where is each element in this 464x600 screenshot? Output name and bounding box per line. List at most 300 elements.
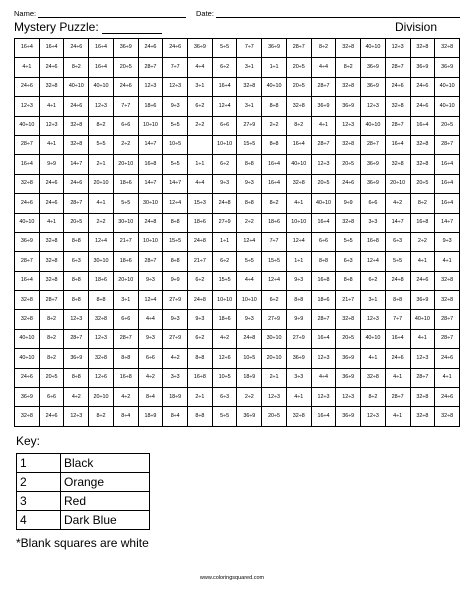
grid-cell[interactable]: 16÷4 bbox=[435, 174, 460, 193]
grid-cell[interactable]: 24÷6 bbox=[385, 77, 410, 96]
grid-cell[interactable]: 2÷2 bbox=[410, 232, 435, 251]
grid-cell[interactable]: 4÷1 bbox=[410, 252, 435, 271]
grid-cell[interactable]: 6÷3 bbox=[64, 252, 89, 271]
grid-cell[interactable]: 14÷7 bbox=[138, 174, 163, 193]
grid-cell[interactable]: 2÷2 bbox=[113, 135, 138, 154]
grid-cell[interactable]: 12÷3 bbox=[361, 310, 386, 329]
grid-cell[interactable]: 16÷4 bbox=[435, 194, 460, 213]
grid-cell[interactable] bbox=[188, 135, 213, 154]
grid-cell[interactable]: 4÷1 bbox=[39, 97, 64, 116]
grid-cell[interactable]: 6÷2 bbox=[262, 291, 287, 310]
grid-cell[interactable]: 12÷6 bbox=[212, 349, 237, 368]
grid-cell[interactable]: 32÷8 bbox=[336, 39, 361, 58]
grid-cell[interactable]: 9÷9 bbox=[163, 271, 188, 290]
grid-cell[interactable]: 6÷2 bbox=[212, 155, 237, 174]
grid-cell[interactable]: 6÷3 bbox=[385, 232, 410, 251]
grid-cell[interactable]: 32÷8 bbox=[286, 174, 311, 193]
grid-cell[interactable]: 4÷4 bbox=[138, 310, 163, 329]
grid-cell[interactable]: 16÷4 bbox=[311, 407, 336, 427]
grid-cell[interactable]: 24÷6 bbox=[39, 407, 64, 427]
grid-cell[interactable]: 36÷9 bbox=[188, 39, 213, 58]
grid-cell[interactable]: 40÷10 bbox=[15, 349, 40, 368]
grid-cell[interactable]: 5÷5 bbox=[237, 252, 262, 271]
grid-cell[interactable]: 12÷4 bbox=[286, 232, 311, 251]
grid-cell[interactable]: 9÷3 bbox=[163, 310, 188, 329]
grid-cell[interactable]: 40÷10 bbox=[435, 97, 460, 116]
grid-cell[interactable]: 20÷10 bbox=[385, 174, 410, 193]
date-line[interactable] bbox=[216, 9, 460, 18]
grid-cell[interactable]: 5÷5 bbox=[113, 194, 138, 213]
grid-cell[interactable]: 12÷3 bbox=[138, 77, 163, 96]
grid-cell[interactable]: 32÷8 bbox=[361, 368, 386, 387]
grid-cell[interactable]: 8÷8 bbox=[336, 271, 361, 290]
grid-cell[interactable]: 12÷4 bbox=[212, 97, 237, 116]
grid-cell[interactable]: 15÷5 bbox=[262, 252, 287, 271]
grid-cell[interactable]: 32÷8 bbox=[39, 271, 64, 290]
grid-cell[interactable]: 28÷7 bbox=[385, 388, 410, 407]
grid-cell[interactable]: 4÷1 bbox=[89, 194, 114, 213]
grid-cell[interactable]: 3÷1 bbox=[237, 97, 262, 116]
grid-cell[interactable]: 32÷8 bbox=[39, 77, 64, 96]
grid-cell[interactable]: 32÷8 bbox=[64, 116, 89, 135]
grid-cell[interactable]: 12÷3 bbox=[410, 349, 435, 368]
grid-cell[interactable]: 30÷10 bbox=[113, 213, 138, 232]
grid-cell[interactable]: 14÷7 bbox=[64, 155, 89, 174]
grid-cell[interactable]: 9÷3 bbox=[435, 232, 460, 251]
grid-cell[interactable]: 24÷6 bbox=[39, 58, 64, 77]
grid-cell[interactable]: 4÷4 bbox=[237, 271, 262, 290]
grid-cell[interactable]: 2÷2 bbox=[237, 213, 262, 232]
grid-cell[interactable]: 32÷8 bbox=[39, 252, 64, 271]
grid-cell[interactable]: 9÷3 bbox=[212, 174, 237, 193]
grid-cell[interactable]: 20÷5 bbox=[64, 213, 89, 232]
grid-cell[interactable]: 6÷2 bbox=[212, 252, 237, 271]
grid-cell[interactable]: 4÷1 bbox=[286, 388, 311, 407]
grid-cell[interactable]: 40÷10 bbox=[15, 116, 40, 135]
grid-cell[interactable]: 16÷8 bbox=[410, 213, 435, 232]
grid-cell[interactable]: 24÷8 bbox=[212, 194, 237, 213]
grid-cell[interactable]: 8÷2 bbox=[89, 407, 114, 427]
grid-cell[interactable]: 27÷9 bbox=[212, 213, 237, 232]
grid-cell[interactable]: 9÷3 bbox=[237, 174, 262, 193]
grid-cell[interactable]: 16÷4 bbox=[385, 135, 410, 154]
grid-cell[interactable]: 20÷5 bbox=[336, 155, 361, 174]
grid-cell[interactable]: 4÷1 bbox=[39, 135, 64, 154]
grid-cell[interactable]: 20÷5 bbox=[39, 368, 64, 387]
grid-cell[interactable]: 4÷2 bbox=[64, 388, 89, 407]
grid-cell[interactable]: 12÷3 bbox=[361, 97, 386, 116]
grid-cell[interactable]: 20÷5 bbox=[410, 174, 435, 193]
grid-cell[interactable]: 30÷10 bbox=[262, 329, 287, 348]
grid-cell[interactable]: 3÷1 bbox=[237, 58, 262, 77]
grid-cell[interactable]: 24÷8 bbox=[138, 213, 163, 232]
grid-cell[interactable]: 6÷3 bbox=[336, 252, 361, 271]
grid-cell[interactable]: 32÷8 bbox=[435, 39, 460, 58]
grid-cell[interactable]: 18÷6 bbox=[212, 310, 237, 329]
grid-cell[interactable]: 28÷7 bbox=[385, 116, 410, 135]
grid-cell[interactable]: 27÷9 bbox=[286, 329, 311, 348]
grid-cell[interactable]: 16÷4 bbox=[212, 77, 237, 96]
grid-cell[interactable]: 28÷7 bbox=[435, 310, 460, 329]
grid-cell[interactable]: 5÷5 bbox=[89, 135, 114, 154]
grid-cell[interactable]: 28÷7 bbox=[64, 194, 89, 213]
grid-cell[interactable]: 32÷8 bbox=[89, 310, 114, 329]
grid-cell[interactable]: 3÷1 bbox=[361, 291, 386, 310]
grid-cell[interactable]: 8÷2 bbox=[64, 58, 89, 77]
grid-cell[interactable]: 36÷9 bbox=[336, 349, 361, 368]
grid-cell[interactable]: 8÷8 bbox=[64, 291, 89, 310]
grid-cell[interactable]: 28÷7 bbox=[385, 58, 410, 77]
puzzle-title-blank[interactable] bbox=[102, 22, 162, 34]
grid-cell[interactable]: 3÷3 bbox=[163, 368, 188, 387]
grid-cell[interactable]: 16÷8 bbox=[361, 232, 386, 251]
grid-cell[interactable]: 16÷4 bbox=[262, 155, 287, 174]
grid-cell[interactable]: 8÷8 bbox=[311, 252, 336, 271]
grid-cell[interactable]: 4÷1 bbox=[39, 213, 64, 232]
grid-cell[interactable]: 10÷5 bbox=[237, 349, 262, 368]
grid-cell[interactable]: 40÷10 bbox=[410, 310, 435, 329]
grid-cell[interactable]: 40÷10 bbox=[311, 194, 336, 213]
grid-cell[interactable]: 36÷9 bbox=[410, 291, 435, 310]
grid-cell[interactable]: 28÷7 bbox=[435, 329, 460, 348]
grid-cell[interactable]: 8÷8 bbox=[237, 155, 262, 174]
grid-cell[interactable]: 2÷2 bbox=[237, 388, 262, 407]
grid-cell[interactable]: 7÷7 bbox=[163, 58, 188, 77]
grid-cell[interactable]: 12÷3 bbox=[262, 388, 287, 407]
grid-cell[interactable]: 36÷9 bbox=[15, 232, 40, 251]
grid-cell[interactable]: 5÷5 bbox=[336, 232, 361, 251]
grid-cell[interactable]: 16÷8 bbox=[188, 368, 213, 387]
grid-cell[interactable]: 28÷7 bbox=[311, 77, 336, 96]
grid-cell[interactable]: 32÷8 bbox=[286, 407, 311, 427]
grid-cell[interactable]: 12÷3 bbox=[311, 155, 336, 174]
grid-cell[interactable]: 7÷7 bbox=[262, 232, 287, 251]
grid-cell[interactable]: 3÷3 bbox=[361, 213, 386, 232]
grid-cell[interactable]: 18÷6 bbox=[188, 213, 213, 232]
grid-cell[interactable]: 8÷8 bbox=[286, 291, 311, 310]
grid-cell[interactable]: 27÷9 bbox=[163, 329, 188, 348]
grid-cell[interactable]: 32÷8 bbox=[15, 310, 40, 329]
grid-cell[interactable]: 4÷4 bbox=[311, 58, 336, 77]
grid-cell[interactable]: 36÷9 bbox=[361, 58, 386, 77]
grid-cell[interactable]: 6÷6 bbox=[361, 194, 386, 213]
grid-cell[interactable]: 36÷9 bbox=[113, 39, 138, 58]
grid-cell[interactable]: 32÷8 bbox=[336, 213, 361, 232]
grid-cell[interactable]: 9÷3 bbox=[286, 271, 311, 290]
grid-cell[interactable]: 12÷6 bbox=[89, 368, 114, 387]
grid-cell[interactable]: 20÷10 bbox=[89, 174, 114, 193]
grid-cell[interactable]: 28÷7 bbox=[64, 329, 89, 348]
grid-cell[interactable]: 2÷2 bbox=[262, 116, 287, 135]
grid-cell[interactable]: 1÷1 bbox=[188, 155, 213, 174]
grid-cell[interactable]: 5÷5 bbox=[163, 116, 188, 135]
grid-cell[interactable]: 16÷4 bbox=[286, 135, 311, 154]
grid-cell[interactable]: 36÷9 bbox=[336, 407, 361, 427]
grid-cell[interactable]: 8÷2 bbox=[410, 194, 435, 213]
grid-cell[interactable]: 2÷2 bbox=[188, 116, 213, 135]
grid-cell[interactable]: 40÷10 bbox=[262, 77, 287, 96]
grid-cell[interactable]: 24÷8 bbox=[188, 291, 213, 310]
grid-cell[interactable]: 16÷8 bbox=[138, 155, 163, 174]
grid-cell[interactable]: 24÷6 bbox=[15, 77, 40, 96]
grid-cell[interactable]: 4÷1 bbox=[410, 329, 435, 348]
grid-cell[interactable]: 12÷3 bbox=[64, 310, 89, 329]
grid-cell[interactable]: 32÷8 bbox=[385, 97, 410, 116]
grid-cell[interactable]: 32÷8 bbox=[410, 388, 435, 407]
grid-cell[interactable]: 20÷5 bbox=[286, 58, 311, 77]
grid-cell[interactable]: 40÷10 bbox=[361, 39, 386, 58]
grid-cell[interactable]: 8÷2 bbox=[39, 329, 64, 348]
grid-cell[interactable]: 18÷6 bbox=[113, 174, 138, 193]
grid-cell[interactable]: 24÷6 bbox=[113, 77, 138, 96]
grid-cell[interactable]: 6÷6 bbox=[39, 388, 64, 407]
grid-cell[interactable]: 28÷7 bbox=[361, 135, 386, 154]
grid-cell[interactable]: 36÷9 bbox=[237, 407, 262, 427]
grid-cell[interactable]: 4÷1 bbox=[311, 116, 336, 135]
grid-cell[interactable]: 16÷4 bbox=[311, 329, 336, 348]
grid-cell[interactable]: 27÷9 bbox=[237, 116, 262, 135]
grid-cell[interactable]: 16÷4 bbox=[15, 271, 40, 290]
grid-cell[interactable]: 14÷7 bbox=[138, 135, 163, 154]
grid-cell[interactable]: 36÷9 bbox=[262, 39, 287, 58]
grid-cell[interactable]: 6÷6 bbox=[311, 232, 336, 251]
grid-cell[interactable]: 32÷8 bbox=[410, 155, 435, 174]
grid-cell[interactable]: 20÷5 bbox=[286, 77, 311, 96]
grid-cell[interactable]: 40÷10 bbox=[435, 77, 460, 96]
grid-cell[interactable]: 28÷7 bbox=[311, 135, 336, 154]
grid-cell[interactable]: 36÷9 bbox=[286, 349, 311, 368]
grid-cell[interactable]: 8÷2 bbox=[336, 58, 361, 77]
grid-cell[interactable]: 1÷1 bbox=[262, 58, 287, 77]
grid-cell[interactable]: 32÷8 bbox=[237, 77, 262, 96]
grid-cell[interactable]: 16÷4 bbox=[435, 155, 460, 174]
grid-cell[interactable]: 4÷2 bbox=[385, 194, 410, 213]
grid-cell[interactable]: 32÷8 bbox=[336, 310, 361, 329]
grid-cell[interactable]: 24÷6 bbox=[385, 349, 410, 368]
grid-cell[interactable]: 20÷10 bbox=[89, 388, 114, 407]
grid-cell[interactable]: 8÷8 bbox=[385, 291, 410, 310]
grid-cell[interactable]: 28÷7 bbox=[138, 58, 163, 77]
grid-cell[interactable]: 14÷7 bbox=[163, 174, 188, 193]
grid-cell[interactable]: 36÷9 bbox=[435, 58, 460, 77]
grid-cell[interactable]: 8÷8 bbox=[89, 291, 114, 310]
grid-cell[interactable]: 24÷6 bbox=[163, 39, 188, 58]
grid-cell[interactable]: 32÷8 bbox=[410, 135, 435, 154]
grid-cell[interactable]: 27÷9 bbox=[262, 310, 287, 329]
grid-cell[interactable]: 10÷10 bbox=[138, 116, 163, 135]
grid-cell[interactable]: 18÷9 bbox=[237, 368, 262, 387]
grid-cell[interactable]: 32÷8 bbox=[15, 174, 40, 193]
grid-cell[interactable]: 10÷10 bbox=[212, 291, 237, 310]
grid-cell[interactable]: 30÷10 bbox=[89, 252, 114, 271]
grid-cell[interactable]: 8÷2 bbox=[39, 310, 64, 329]
grid-cell[interactable]: 2÷1 bbox=[262, 368, 287, 387]
grid-cell[interactable]: 16÷4 bbox=[262, 174, 287, 193]
grid-cell[interactable]: 1÷1 bbox=[212, 232, 237, 251]
grid-cell[interactable]: 18÷6 bbox=[138, 97, 163, 116]
grid-cell[interactable]: 12÷3 bbox=[385, 39, 410, 58]
grid-cell[interactable]: 32÷8 bbox=[336, 135, 361, 154]
grid-cell[interactable]: 8÷8 bbox=[163, 213, 188, 232]
grid-cell[interactable]: 10÷10 bbox=[212, 135, 237, 154]
grid-cell[interactable]: 6÷2 bbox=[188, 97, 213, 116]
grid-cell[interactable]: 24÷6 bbox=[64, 97, 89, 116]
grid-cell[interactable]: 20÷5 bbox=[113, 58, 138, 77]
grid-cell[interactable]: 8÷8 bbox=[262, 135, 287, 154]
grid-cell[interactable]: 24÷8 bbox=[385, 271, 410, 290]
grid-cell[interactable]: 36÷9 bbox=[361, 174, 386, 193]
grid-cell[interactable]: 28÷7 bbox=[15, 135, 40, 154]
grid-cell[interactable]: 12÷3 bbox=[311, 349, 336, 368]
grid-cell[interactable]: 8÷8 bbox=[262, 97, 287, 116]
grid-cell[interactable]: 24÷6 bbox=[336, 174, 361, 193]
grid-cell[interactable]: 8÷4 bbox=[138, 388, 163, 407]
grid-cell[interactable]: 15÷3 bbox=[188, 194, 213, 213]
grid-cell[interactable]: 32÷8 bbox=[64, 135, 89, 154]
grid-cell[interactable]: 21÷7 bbox=[188, 252, 213, 271]
grid-cell[interactable]: 5÷5 bbox=[163, 155, 188, 174]
grid-cell[interactable]: 32÷8 bbox=[336, 77, 361, 96]
grid-cell[interactable]: 32÷8 bbox=[435, 291, 460, 310]
grid-cell[interactable]: 24÷6 bbox=[435, 349, 460, 368]
grid-cell[interactable]: 21÷7 bbox=[336, 291, 361, 310]
grid-cell[interactable]: 9÷3 bbox=[188, 310, 213, 329]
grid-cell[interactable]: 12÷3 bbox=[163, 77, 188, 96]
grid-cell[interactable]: 8÷2 bbox=[311, 39, 336, 58]
grid-cell[interactable]: 8÷2 bbox=[39, 349, 64, 368]
grid-cell[interactable]: 24÷6 bbox=[435, 388, 460, 407]
grid-cell[interactable]: 8÷2 bbox=[361, 388, 386, 407]
grid-cell[interactable]: 36÷9 bbox=[410, 58, 435, 77]
grid-cell[interactable]: 12÷3 bbox=[336, 388, 361, 407]
grid-cell[interactable]: 16÷4 bbox=[410, 116, 435, 135]
grid-cell[interactable]: 15÷5 bbox=[237, 135, 262, 154]
grid-cell[interactable]: 28÷7 bbox=[39, 291, 64, 310]
grid-cell[interactable]: 4÷1 bbox=[385, 407, 410, 427]
grid-cell[interactable]: 4÷1 bbox=[435, 368, 460, 387]
grid-cell[interactable]: 8÷8 bbox=[113, 349, 138, 368]
grid-cell[interactable]: 18÷9 bbox=[138, 407, 163, 427]
grid-cell[interactable]: 24÷6 bbox=[15, 368, 40, 387]
grid-cell[interactable]: 10÷10 bbox=[237, 291, 262, 310]
grid-cell[interactable]: 8÷8 bbox=[163, 252, 188, 271]
grid-cell[interactable]: 12÷4 bbox=[237, 232, 262, 251]
grid-cell[interactable]: 8÷8 bbox=[188, 349, 213, 368]
grid-cell[interactable]: 32÷8 bbox=[15, 291, 40, 310]
grid-cell[interactable]: 18÷6 bbox=[89, 271, 114, 290]
grid-cell[interactable]: 4÷1 bbox=[385, 368, 410, 387]
grid-cell[interactable]: 12÷3 bbox=[336, 116, 361, 135]
grid-cell[interactable]: 10÷10 bbox=[286, 213, 311, 232]
grid-cell[interactable]: 6÷2 bbox=[212, 58, 237, 77]
grid-cell[interactable]: 18÷6 bbox=[262, 213, 287, 232]
grid-cell[interactable]: 40÷10 bbox=[361, 116, 386, 135]
grid-cell[interactable]: 24÷6 bbox=[39, 174, 64, 193]
grid-cell[interactable]: 24÷8 bbox=[188, 232, 213, 251]
grid-cell[interactable]: 24÷6 bbox=[410, 271, 435, 290]
grid-cell[interactable]: 2÷1 bbox=[188, 388, 213, 407]
grid-cell[interactable]: 6÷2 bbox=[188, 271, 213, 290]
grid-cell[interactable]: 40÷10 bbox=[286, 155, 311, 174]
grid-cell[interactable]: 20÷5 bbox=[336, 329, 361, 348]
grid-cell[interactable]: 4÷1 bbox=[435, 252, 460, 271]
grid-cell[interactable]: 6÷6 bbox=[113, 310, 138, 329]
grid-cell[interactable]: 40÷10 bbox=[361, 329, 386, 348]
grid-cell[interactable]: 16÷4 bbox=[39, 39, 64, 58]
grid-cell[interactable]: 24÷6 bbox=[64, 174, 89, 193]
grid-cell[interactable]: 30÷10 bbox=[138, 194, 163, 213]
grid-cell[interactable]: 28÷7 bbox=[113, 329, 138, 348]
grid-cell[interactable]: 32÷8 bbox=[385, 155, 410, 174]
grid-cell[interactable]: 20÷10 bbox=[262, 349, 287, 368]
grid-cell[interactable]: 4÷1 bbox=[361, 349, 386, 368]
grid-cell[interactable]: 12÷4 bbox=[89, 232, 114, 251]
grid-cell[interactable]: 24÷6 bbox=[15, 194, 40, 213]
grid-cell[interactable]: 27÷9 bbox=[163, 291, 188, 310]
grid-cell[interactable]: 6÷2 bbox=[188, 329, 213, 348]
grid-cell[interactable]: 16÷8 bbox=[113, 368, 138, 387]
grid-cell[interactable]: 9÷9 bbox=[39, 155, 64, 174]
grid-cell[interactable]: 3÷3 bbox=[286, 368, 311, 387]
grid-cell[interactable]: 28÷7 bbox=[435, 135, 460, 154]
grid-cell[interactable]: 6÷2 bbox=[361, 271, 386, 290]
grid-cell[interactable]: 16÷4 bbox=[311, 213, 336, 232]
grid-cell[interactable]: 9÷3 bbox=[237, 310, 262, 329]
grid-cell[interactable]: 24÷6 bbox=[39, 194, 64, 213]
grid-cell[interactable]: 16÷4 bbox=[89, 58, 114, 77]
grid-cell[interactable]: 8÷8 bbox=[188, 407, 213, 427]
grid-cell[interactable]: 12÷3 bbox=[361, 407, 386, 427]
grid-cell[interactable]: 15÷5 bbox=[212, 271, 237, 290]
grid-cell[interactable]: 6÷3 bbox=[212, 388, 237, 407]
grid-cell[interactable]: 5÷5 bbox=[212, 407, 237, 427]
grid-cell[interactable]: 16÷8 bbox=[311, 271, 336, 290]
grid-cell[interactable]: 24÷6 bbox=[410, 97, 435, 116]
grid-cell[interactable]: 8÷8 bbox=[64, 271, 89, 290]
grid-cell[interactable]: 8÷4 bbox=[163, 407, 188, 427]
grid-cell[interactable]: 4÷2 bbox=[212, 329, 237, 348]
grid-cell[interactable]: 32÷8 bbox=[15, 407, 40, 427]
grid-cell[interactable]: 24÷8 bbox=[237, 329, 262, 348]
grid-cell[interactable]: 28÷7 bbox=[286, 39, 311, 58]
grid-cell[interactable]: 21÷7 bbox=[113, 232, 138, 251]
grid-cell[interactable]: 36÷9 bbox=[361, 77, 386, 96]
grid-cell[interactable]: 9÷9 bbox=[336, 194, 361, 213]
grid-cell[interactable]: 12÷4 bbox=[138, 291, 163, 310]
grid-cell[interactable]: 32÷8 bbox=[286, 97, 311, 116]
grid-cell[interactable]: 10÷10 bbox=[138, 232, 163, 251]
grid-cell[interactable]: 40÷10 bbox=[89, 77, 114, 96]
grid-cell[interactable]: 20÷5 bbox=[435, 116, 460, 135]
grid-cell[interactable]: 9÷9 bbox=[286, 310, 311, 329]
grid-cell[interactable]: 5÷5 bbox=[385, 252, 410, 271]
grid-cell[interactable]: 7÷7 bbox=[237, 39, 262, 58]
name-line[interactable] bbox=[38, 9, 186, 18]
grid-cell[interactable]: 9÷3 bbox=[138, 271, 163, 290]
grid-cell[interactable]: 32÷8 bbox=[89, 349, 114, 368]
grid-cell[interactable]: 4÷1 bbox=[286, 194, 311, 213]
grid-cell[interactable]: 32÷8 bbox=[39, 232, 64, 251]
grid-cell[interactable]: 4÷1 bbox=[15, 58, 40, 77]
grid-cell[interactable]: 8÷8 bbox=[64, 368, 89, 387]
grid-cell[interactable]: 16÷4 bbox=[89, 39, 114, 58]
grid-cell[interactable]: 14÷7 bbox=[385, 213, 410, 232]
grid-cell[interactable]: 16÷4 bbox=[15, 155, 40, 174]
grid-cell[interactable]: 9÷3 bbox=[163, 97, 188, 116]
grid-cell[interactable]: 24÷6 bbox=[64, 39, 89, 58]
grid-cell[interactable]: 36÷9 bbox=[15, 388, 40, 407]
grid-cell[interactable]: 20÷10 bbox=[113, 271, 138, 290]
